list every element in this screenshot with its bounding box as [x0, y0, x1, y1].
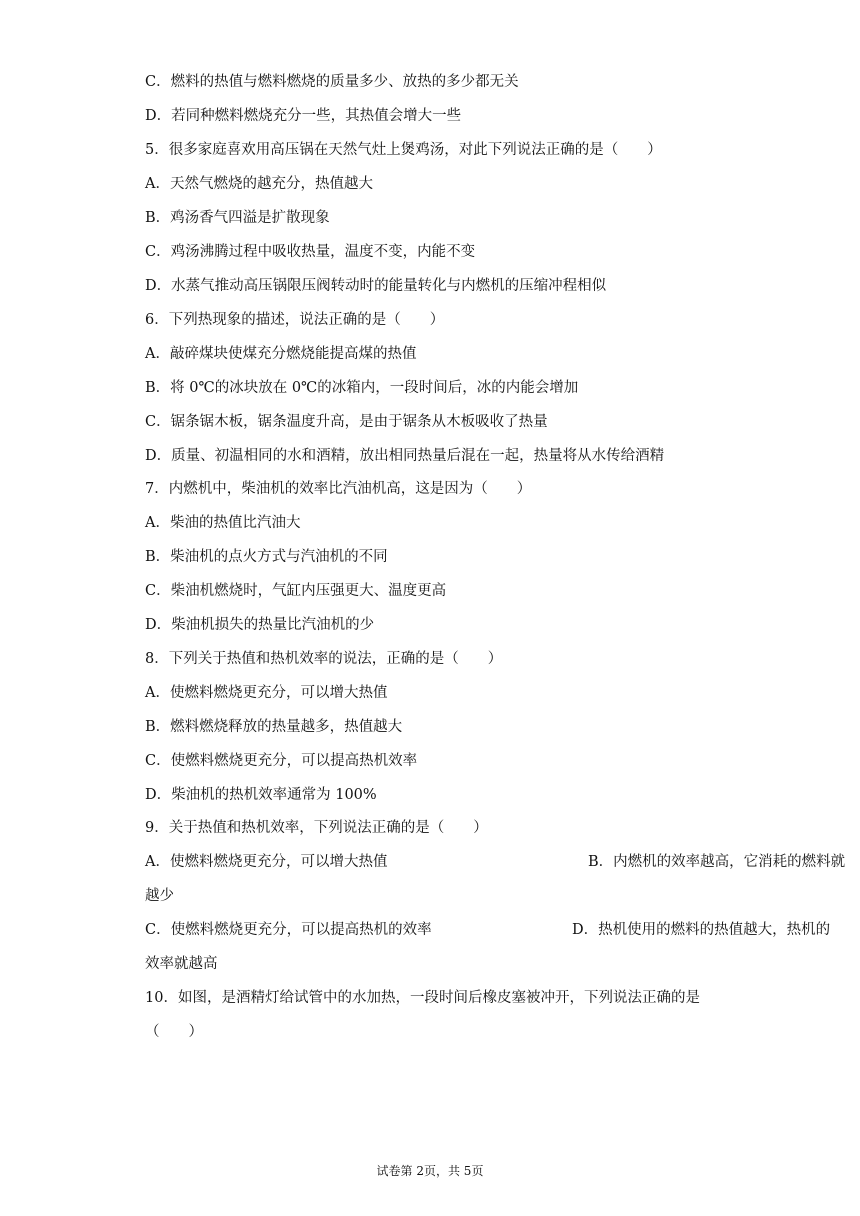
q7-option-c: C．柴油机燃烧时，气缸内压强更大、温度更高: [145, 583, 447, 599]
q5-option-b: B．鸡汤香气四溢是扩散现象: [145, 210, 330, 226]
q7-option-d: D．柴油机损失的热量比汽油机的少: [145, 617, 375, 633]
q8-option-d: D．柴油机的热机效率通常为 100%: [145, 787, 377, 803]
q9-option-a: A．使燃料燃烧更充分，可以增大热值: [145, 854, 388, 870]
q6-option-b: B．将 0℃的冰块放在 0℃的冰箱内，一段时间后，冰的内能会增加: [145, 380, 579, 396]
q9-option-b: B．内燃机的效率越高，它消耗的燃料就: [588, 854, 846, 870]
q9-option-d-cont: 效率就越高: [145, 956, 218, 972]
q5-stem: 5．很多家庭喜欢用高压锅在天然气灶上煲鸡汤，对此下列说法正确的是（ ）: [145, 142, 662, 158]
q9-row-ab: [145, 852, 846, 872]
q9-stem: 9．关于热值和热机效率，下列说法正确的是（ ）: [145, 820, 488, 836]
q8-option-c: C．使燃料燃烧更充分，可以提高热机效率: [145, 753, 418, 769]
q7-option-b: B．柴油机的点火方式与汽油机的不同: [145, 549, 388, 565]
q6-option-c: C．锯条锯木板，锯条温度升高，是由于锯条从木板吸收了热量: [145, 414, 548, 430]
q9-row-cd: [145, 920, 831, 940]
q4-option-d: D．若同种燃料燃烧充分一些，其热值会增大一些: [145, 108, 462, 124]
q8-option-b: B．燃料燃烧释放的热量越多，热值越大: [145, 719, 403, 735]
q8-option-a: A．使燃料燃烧更充分，可以增大热值: [145, 685, 388, 701]
q6-option-a: A．敲碎煤块使煤充分燃烧能提高煤的热值: [145, 346, 417, 362]
q6-option-d: D．质量、初温相同的水和酒精，放出相同热量后混在一起，热量将从水传给酒精: [145, 448, 665, 464]
q10-stem: 10．如图，是酒精灯给试管中的水加热，一段时间后橡皮塞被冲开，下列说法正确的是: [145, 990, 700, 1006]
page-footer: 试卷第 2页，共 5页: [376, 1164, 484, 1178]
q9-option-b-cont: 越少: [145, 888, 174, 904]
q7-option-a: A．柴油的热值比汽油大: [145, 515, 301, 531]
q9-option-d: D．热机使用的燃料的热值越大，热机的: [572, 922, 831, 938]
q4-option-c: C．燃料的热值与燃料燃烧的质量多少、放热的多少都无关: [145, 74, 519, 90]
q5-option-a: A．天然气燃烧的越充分，热值越大: [145, 176, 373, 192]
q9-option-c: C．使燃料燃烧更充分，可以提高热机的效率: [145, 922, 432, 938]
q10-stem-cont: （ ）: [145, 1024, 203, 1040]
q5-option-d: D．水蒸气推动高压锅限压阀转动时的能量转化与内燃机的压缩冲程相似: [145, 278, 607, 294]
q7-stem: 7．内燃机中，柴油机的效率比汽油机高，这是因为（ ）: [145, 481, 532, 497]
q6-stem: 6．下列热现象的描述，说法正确的是（ ）: [145, 312, 445, 328]
q8-stem: 8．下列关于热值和热机效率的说法，正确的是（ ）: [145, 651, 503, 667]
q5-option-c: C．鸡汤沸腾过程中吸收热量，温度不变，内能不变: [145, 244, 476, 260]
